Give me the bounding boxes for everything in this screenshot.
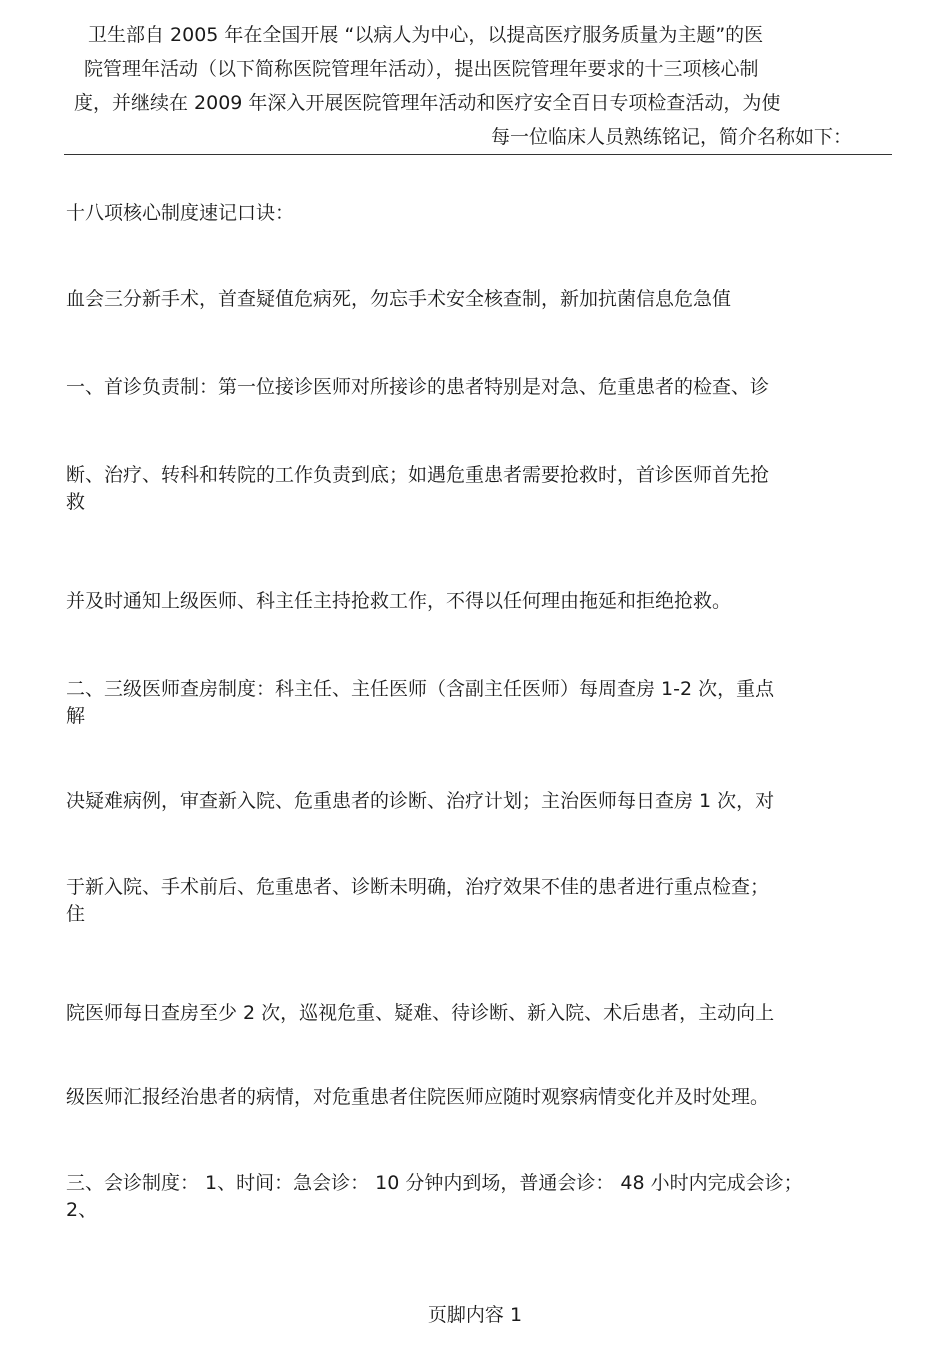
intro-line-2: 院管理年活动（以下简称医院管理年活动），提出医院管理年要求的十三项核心制: [84, 58, 759, 80]
intro-line-4: 每一位临床人员熟练铭记，简介名称如下：: [490, 126, 852, 148]
section-3-line-1: [66, 1170, 803, 1224]
mnemonic-text: 血会三分新手术，首查疑值危病死，勿忘手术安全核查制，新加抗菌信息危急值: [66, 288, 732, 310]
header-divider: [64, 154, 892, 155]
page-footer: 页脚内容 1: [427, 1304, 523, 1326]
intro-line-3: 度，并继续在 2009 年深入开展医院管理年活动和医疗安全百日专项检查活动，为使: [74, 92, 781, 114]
mnemonic-heading: 十八项核心制度速记口诀：: [66, 202, 295, 224]
section-1-line-2: [66, 462, 769, 516]
section-2-line-1-tail: 解: [66, 705, 86, 727]
section-3-line-1-text: 三、会诊制度： 1、时间：急会诊： 10 分钟内到场，普通会诊： 48 小时内完成会诊；: [66, 1172, 803, 1194]
intro-line-1: 卫生部自 2005 年在全国开展 “以病人为中心，以提高医疗服务质量为主题”的医: [88, 24, 764, 46]
section-2-line-5: 级医师汇报经治患者的病情，对危重患者住院医师应随时观察病情变化并及时处理。: [66, 1086, 770, 1108]
section-2-line-3: [66, 874, 769, 928]
section-1-line-1: 一、首诊负责制：第一位接诊医师对所接诊的患者特别是对急、危重患者的检查、诊: [66, 376, 770, 398]
section-1-line-2-text: 断、治疗、转科和转院的工作负责到底；如遇危重患者需要抢救时，首诊医师首先抢: [66, 464, 770, 486]
section-3-line-1-tail: 2、: [66, 1199, 98, 1221]
section-1-line-2-tail: 救: [66, 491, 86, 513]
section-2-line-2: 决疑难病例，审查新入院、危重患者的诊断、治疗计划；主治医师每日查房 1 次，对: [66, 790, 775, 812]
section-2-line-4: 院医师每日查房至少 2 次，巡视危重、疑难、待诊断、新入院、术后患者，主动向上: [66, 1002, 775, 1024]
section-1-line-3: 并及时通知上级医师、科主任主持抢救工作，不得以任何理由拖延和拒绝抢救。: [66, 590, 732, 612]
section-2-line-3-text: 于新入院、手术前后、危重患者、诊断未明确，治疗效果不佳的患者进行重点检查；: [66, 876, 770, 898]
section-2-line-1-text: 二、三级医师查房制度：科主任、主任医师（含副主任医师）每周查房 1-2 次，重点: [66, 678, 775, 700]
section-2-line-1: [66, 676, 774, 730]
intro-header: [64, 18, 892, 154]
section-2-line-3-tail: 住: [66, 903, 86, 925]
